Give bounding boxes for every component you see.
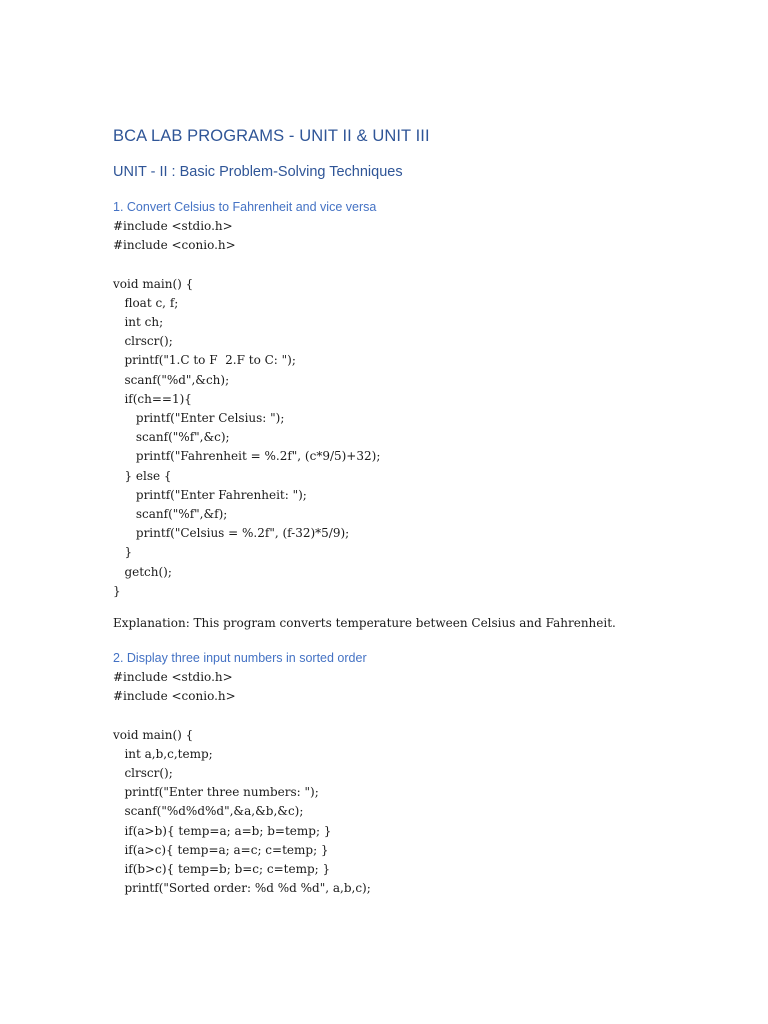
- unit-heading: UNIT - II : Basic Problem-Solving Techniques: [113, 164, 403, 180]
- section-heading: 2. Display three input numbers in sorted order: [113, 651, 367, 666]
- program-section-1: [113, 198, 728, 633]
- program-section-2: [113, 649, 728, 898]
- code-block: #include <stdio.h> #include <conio.h> void main() { float c, f; int ch; clrscr(); printf("1.C to F 2.F to C: "); scanf("%d",&ch); if(ch==1){ printf("Enter Celsius: "); scanf("%f",&c); printf("Fahrenheit = %.2f", (c*9/5)+32); } else { printf("Enter Fahrenheit: "); scanf("%f",&f); printf("Celsius = %.2f", (f-32)*5/9); } getch(); }: [113, 219, 381, 598]
- code-block: #include <stdio.h> #include <conio.h> void main() { int a,b,c,temp; clrscr(); printf("Enter three numbers: "); scanf("%d%d%d",&a,&b,&c); if(a>b){ temp=a; a=b; b=temp; } if(a>c){ temp=a; a=c; c=temp; } if(b>c){ temp=b; b=c; c=temp; } printf("Sorted order: %d %d %d", a,b,c);: [113, 670, 371, 896]
- document-title: BCA LAB PROGRAMS - UNIT II & UNIT III: [113, 127, 430, 145]
- section-heading: 1. Convert Celsius to Fahrenheit and vice versa: [113, 200, 377, 214]
- explanation-text: Explanation: This program converts temperature between Celsius and Fahrenheit.: [113, 616, 616, 631]
